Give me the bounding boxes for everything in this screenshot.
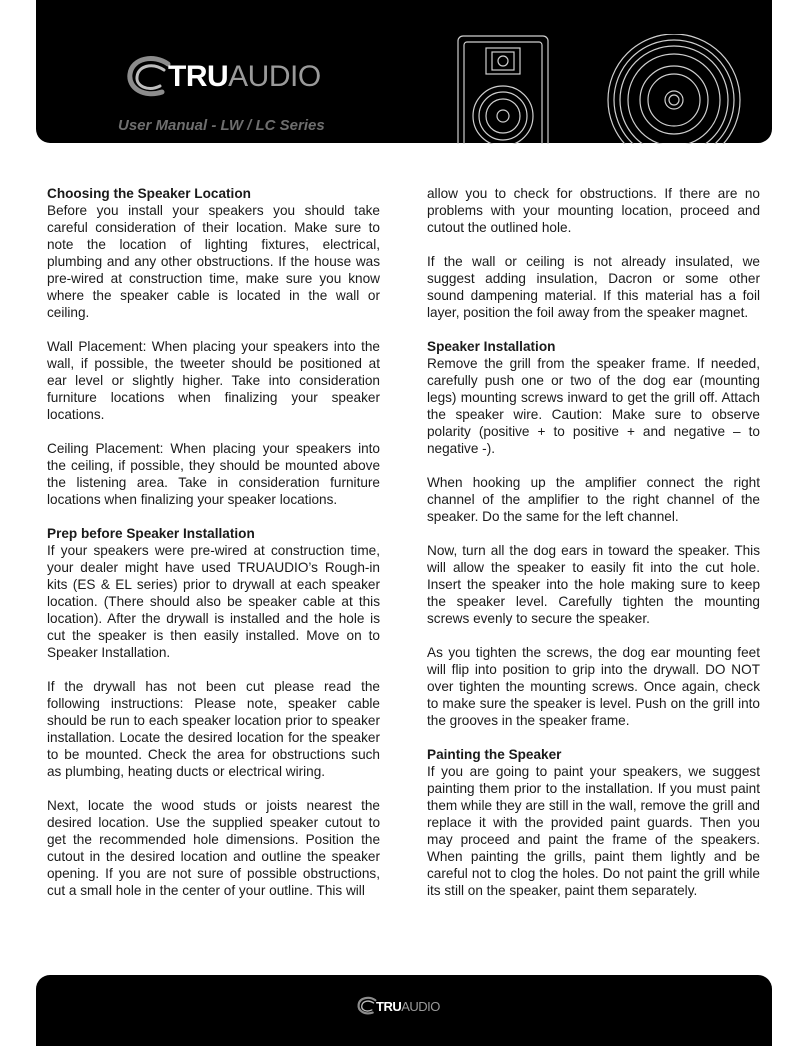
paragraph-continued: allow you to check for obstructions. If there are no problems with your mounting location, proceed and cutout the outlined hole. [427, 186, 760, 235]
footer-logo-tru-text: TRU [376, 998, 402, 1014]
footer-logo [356, 995, 440, 1017]
section-title-prep: Prep before Speaker Installation [47, 526, 255, 541]
footer-banner [36, 975, 772, 1046]
paragraph-drywall-not-cut: If the drywall has not been cut please read the following instructions: Please note, speaker cable should be run to each speaker location prior to speaker installation. Locate the desired location for the speaker to be mounted. Check the area for obstructions such as plumbing, heating ducts or electrical wiring. [47, 679, 380, 779]
paragraph-painting: If you are going to paint your speakers, we suggest painting them prior to the installation. If you must paint them while they are still in the wall, remove the grill and replace it with the provided paint guards. Then you may proceed and paint the frame of the speakers. When painting the grills, paint them lightly and be careful not to clog the holes. Do not paint the grill while its still on the speaker, paint them separately. [427, 764, 760, 898]
footer-logo-audio-text: AUDIO [401, 998, 440, 1014]
paragraph-ceiling-placement: Ceiling Placement: When placing your speakers into the ceiling, if possible, they should be mounted above the listening area. Take in consideration furniture locations when finalizing your speaker locations. [47, 441, 380, 507]
swoosh-icon [124, 52, 174, 102]
speaker-illustration [456, 34, 756, 144]
section-title-installation: Speaker Installation [427, 339, 556, 354]
paragraph-prewired: If your speakers were pre-wired at construction time, your dealer might have used TRUAUDIO’s Rough-in kits (ES & EL series) prior to drywall at each speaker location. (There should also be speaker cable at this location). After the drywall is installed and the hole is cut the speaker is then easily installed. Move on to Speaker Installation. [47, 543, 380, 660]
paragraph-insulation: If the wall or ceiling is not already insulated, we suggest adding insulation, Dacron or some other sound dampening material. If this material has a foil layer, position the foil away from the speaker magnet. [427, 254, 760, 320]
paragraph-dog-ears: Now, turn all the dog ears in toward the speaker. This will allow the speaker to easily fit into the cut hole. Insert the speaker into the hole making sure to keep the speaker level. Carefully tighten the mounting screws evenly to secure the speaker. [427, 543, 760, 626]
paragraph-locate-studs: Next, locate the wood studs or joists nearest the desired location. Use the supplied speaker cutout to get the recommended hole dimensions. Position the cutout in the desired location and outline the speaker opening. If you are not sure of possible obstructions, cut a small hole in the center of your outline. This will [47, 798, 380, 898]
paragraph-remove-grill: Remove the grill from the speaker frame. If needed, carefully push one or two of the dog ear (mounting legs) mounting screws inward to get the grill off. Attach the speaker wire. Caution: Make sure to observe polarity (positive + to positive + and negative – to negative -). [427, 356, 760, 456]
left-column [47, 185, 380, 916]
section-title-painting: Painting the Speaker [427, 747, 562, 762]
right-column [427, 185, 760, 916]
swoosh-icon [356, 995, 378, 1017]
manual-subtitle: User Manual - LW / LC Series [118, 117, 325, 134]
brand-logo [124, 52, 321, 102]
section-title-choosing-location: Choosing the Speaker Location [47, 186, 251, 201]
paragraph-choosing-intro: Before you install your speakers you should take careful consideration of their location. Make sure to note the location of lighting fixtures, electrical, plumbing and any other obstructions. If the house was pre-wired at construction time, make sure you know where the speaker cable is located in the wall or ceiling. [47, 203, 380, 320]
paragraph-amplifier: When hooking up the amplifier connect the right channel of the amplifier to the right channel of the speaker. Do the same for the left channel. [427, 475, 760, 524]
logo-audio-text: AUDIO [228, 60, 321, 93]
paragraph-wall-placement: Wall Placement: When placing your speakers into the wall, if possible, the tweeter should be positioned at ear level or slightly higher. Take into consideration furniture locations when finalizing your speaker locations. [47, 339, 380, 422]
paragraph-tighten-screws: As you tighten the screws, the dog ear mounting feet will flip into position to grip into the drywall. DO NOT over tighten the mounting screws. Once again, check to make sure the speaker is level. Push on the grill into the grooves in the speaker frame. [427, 645, 760, 728]
header-banner [36, 0, 772, 143]
logo-tru-text: TRU [168, 60, 229, 93]
